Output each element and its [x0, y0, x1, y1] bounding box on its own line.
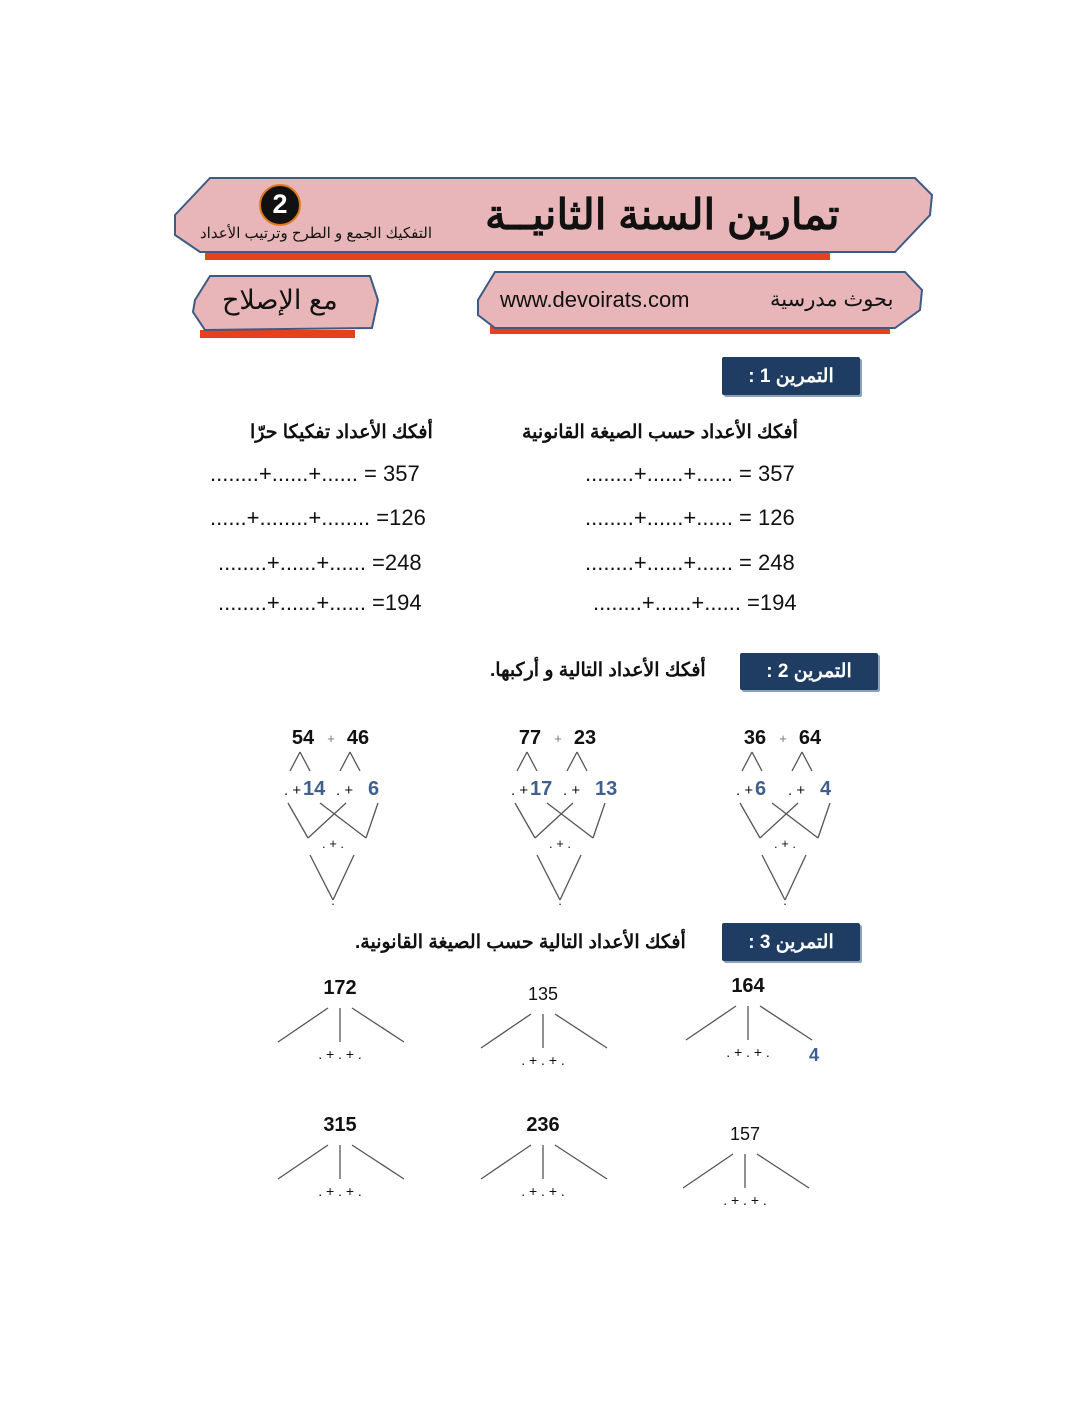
exercise3-label: التمرين 3 :: [722, 923, 860, 961]
tree-branch-line: [762, 855, 785, 900]
tree-branch-line: [560, 855, 581, 900]
blank-decomposition-row[interactable]: . + . + .: [521, 1183, 565, 1199]
exercise2-instruction: أفكك الأعداد التالية و أركبها.: [490, 660, 706, 681]
tree-branch-line: [352, 1008, 404, 1042]
exercise1-right-row[interactable]: ........+......+...... =194: [593, 590, 797, 615]
page-title: تمارين السنة الثانيــة: [485, 191, 840, 238]
tree-branch-line: [340, 752, 350, 771]
exercise1-left-row[interactable]: ........+......+...... =248: [218, 550, 422, 575]
tree-top-number-a: 36: [743, 727, 767, 749]
tree-branch-line: [350, 752, 360, 771]
tree-branch-line: [515, 803, 535, 838]
tree-branch-line: [683, 1154, 733, 1188]
blank-sum-row[interactable]: . + .: [548, 836, 572, 851]
tree-branch-line: [757, 1154, 809, 1188]
tree-branch-line: [517, 752, 527, 771]
tree-top-number-a: 77: [518, 727, 542, 749]
tree-number: 135: [527, 984, 559, 1004]
exercise1-right-row[interactable]: ........+......+...... = 357: [585, 461, 795, 486]
blank-decomposition-row[interactable]: . + . + .: [318, 1046, 362, 1062]
tree-given-part-a: 17: [530, 778, 553, 800]
exercise1-left-row[interactable]: ........+......+...... =194: [218, 590, 422, 615]
blank-decomposition-row[interactable]: . + . + .: [726, 1044, 770, 1060]
tree-top-number-b: 23: [573, 727, 597, 749]
blank-decomposition-row[interactable]: . + . + .: [521, 1052, 565, 1068]
tree-given-part-b: 4: [820, 778, 832, 800]
blank-slot[interactable]: . +: [736, 782, 754, 799]
tree-branch-line: [818, 803, 830, 838]
tree-branch-line: [593, 803, 605, 838]
tree-branch-line: [567, 752, 577, 771]
blank-slot[interactable]: . +: [511, 782, 529, 799]
with-correction-label: مع الإصلاح: [222, 285, 338, 315]
blank-sum-row[interactable]: . + .: [321, 836, 345, 851]
tree-given-answer: 4: [808, 1045, 820, 1065]
tree-given-part-b: 6: [368, 778, 380, 800]
tree-top-number-b: 46: [346, 727, 370, 749]
tree-branch-line: [366, 803, 378, 838]
blank-slot[interactable]: . +: [788, 782, 806, 799]
blank-sum-row[interactable]: . + .: [773, 836, 797, 851]
plus-sign: +: [554, 731, 562, 746]
blank-slot[interactable]: . +: [336, 782, 354, 799]
exercise2-label: التمرين 2 :: [740, 653, 878, 690]
tree-branch-line: [481, 1145, 531, 1179]
tree-branch-line: [537, 855, 560, 900]
page-subtitle: التفكيك الجمع و الطرح وترتيب الأعداد: [200, 225, 432, 242]
blank-decomposition-row[interactable]: . + . + .: [318, 1183, 362, 1199]
tree-given-part-b: 13: [595, 778, 618, 800]
badge-number: 2: [272, 189, 288, 219]
tree-branch-line: [278, 1008, 328, 1042]
tree-branch-line: [752, 752, 762, 771]
blank-result[interactable]: .: [331, 893, 335, 908]
tree-branch-line: [481, 1014, 531, 1048]
tree-branch-line: [686, 1006, 736, 1040]
plus-sign: +: [327, 731, 335, 746]
tree-branch-line: [555, 1014, 607, 1048]
tree-branch-line: [555, 1145, 607, 1179]
tree-branch-line: [785, 855, 806, 900]
tree-branch-line: [300, 752, 310, 771]
exercise1-right-row[interactable]: ........+......+...... = 248: [585, 550, 795, 575]
tree-number: 172: [323, 977, 357, 999]
tree-branch-line: [792, 752, 802, 771]
tree-branch-line: [278, 1145, 328, 1179]
exercise1-left-row[interactable]: ........+......+...... = 357: [210, 461, 420, 486]
site-label: بحوث مدرسية: [770, 288, 894, 311]
tree-branch-line: [310, 855, 333, 900]
tree-number: 236: [526, 1114, 560, 1136]
tree-branch-line: [527, 752, 537, 771]
tree-given-part-a: 14: [303, 778, 326, 800]
blank-result[interactable]: .: [558, 893, 562, 908]
blank-result[interactable]: .: [783, 893, 787, 908]
blank-slot[interactable]: . +: [563, 782, 581, 799]
tree-given-part-a: 6: [755, 778, 767, 800]
tree-branch-line: [352, 1145, 404, 1179]
tree-branch-line: [577, 752, 587, 771]
tree-branch-line: [742, 752, 752, 771]
exercise1-right-heading: أفكك الأعداد حسب الصيغة القانونية: [522, 422, 798, 443]
exercise1-right-row[interactable]: ........+......+...... = 126: [585, 505, 795, 530]
exercise1-left-heading: أفكك الأعداد تفكيكا حرّا: [250, 422, 433, 443]
tree-branch-line: [760, 1006, 812, 1040]
exercise1-label: التمرين 1 :: [722, 357, 860, 395]
tree-branch-line: [802, 752, 812, 771]
tree-number: 157: [729, 1124, 761, 1144]
blank-decomposition-row[interactable]: . + . + .: [723, 1192, 767, 1208]
tree-branch-line: [290, 752, 300, 771]
blank-slot[interactable]: . +: [284, 782, 302, 799]
tree-top-number-b: 64: [798, 727, 822, 749]
tree-top-number-a: 54: [291, 727, 315, 749]
exercise3-instruction: أفكك الأعداد التالية حسب الصيغة القانونية.: [355, 932, 686, 953]
tree-branch-line: [333, 855, 354, 900]
exercise1-left-row[interactable]: ......+........+........ =126: [210, 505, 426, 530]
tree-branch-line: [288, 803, 308, 838]
tree-number: 164: [731, 975, 765, 997]
tree-branch-line: [740, 803, 760, 838]
website-link[interactable]: www.devoirats.com: [500, 287, 690, 312]
plus-sign: +: [779, 731, 787, 746]
tree-number: 315: [323, 1114, 357, 1136]
